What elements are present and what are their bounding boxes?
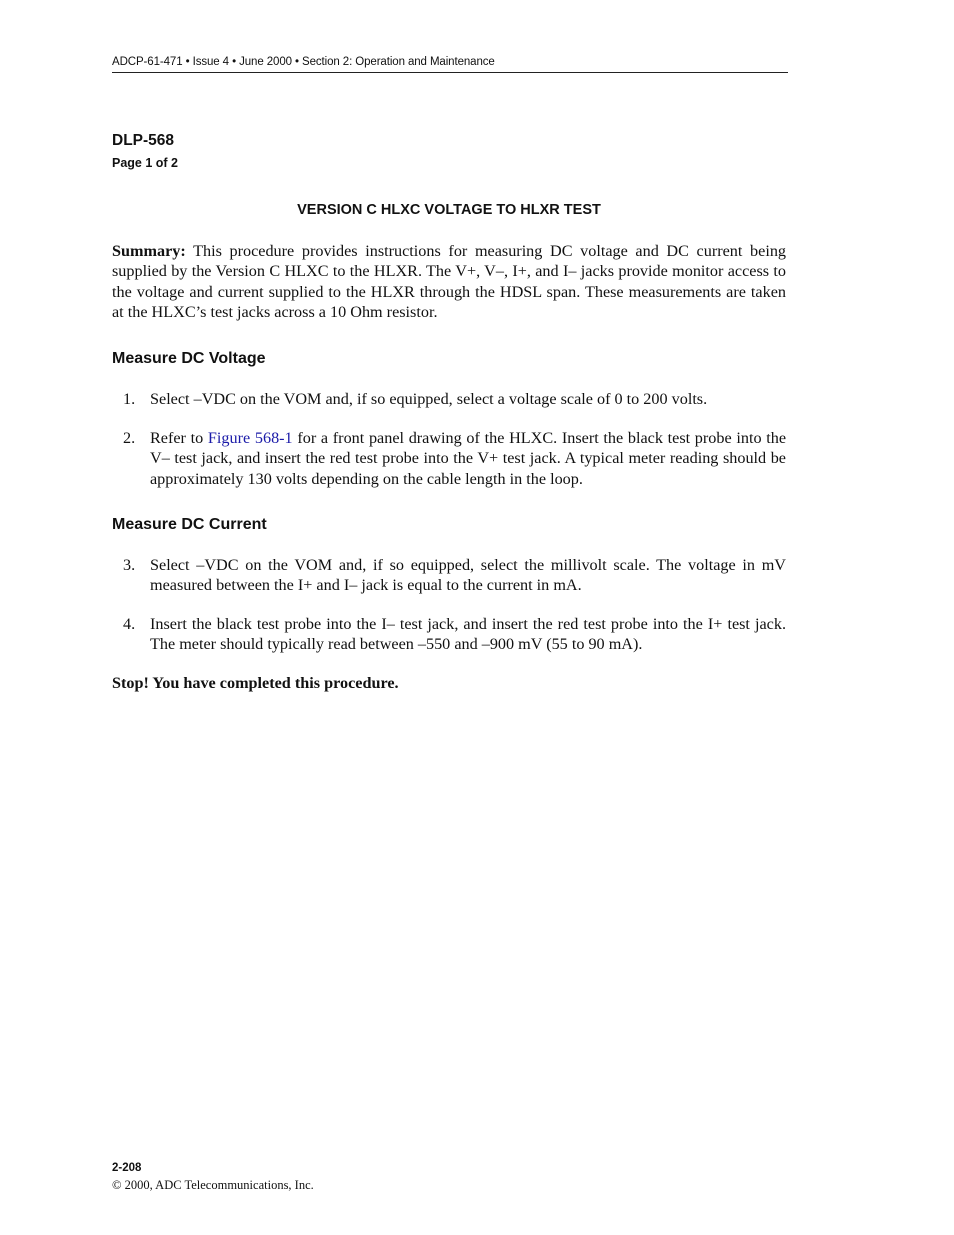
step-item [112, 614, 786, 655]
step-number: 1. [123, 390, 136, 408]
step-number: 4. [123, 615, 136, 633]
step-number: 3. [123, 556, 136, 574]
section-heading-voltage: Measure DC Voltage [112, 350, 266, 367]
step-number: 2. [123, 429, 136, 447]
procedure-title: VERSION C HLXC VOLTAGE TO HLXR TEST [297, 202, 601, 218]
footer-page-number: 2-208 [112, 1162, 142, 1174]
summary-paragraph [112, 241, 786, 322]
page-label: Page 1 of 2 [112, 156, 178, 170]
step-text: Select –VDC on the VOM and, if so equipped, select a voltage scale of 0 to 200 volts. [150, 390, 708, 408]
footer-copyright: © 2000, ADC Telecommunications, Inc. [112, 1178, 314, 1192]
running-header: ADCP-61-471 • Issue 4 • June 2000 • Section 2: Operation and Maintenance [112, 56, 788, 73]
step-text: Insert the black test probe into the I– test jack, and insert the red test probe into the I+ test jack. The meter should typically read between –550 and –900 mV (55 to 90 mA). [150, 615, 786, 654]
stop-statement: Stop! You have completed this procedure. [112, 674, 399, 692]
summary-label: Summary: [112, 242, 186, 260]
figure-link[interactable]: Figure 568-1 [207, 429, 293, 447]
step-item [112, 428, 786, 489]
step-text-after-link: for a front panel drawing of the HLXC. Insert the black test probe into the V– test jack, and insert the red test probe into the V+ test jack. A typical meter reading should be approximately 130 volts depending on the cable length in the loop. [150, 429, 786, 488]
step-item [112, 389, 786, 409]
step-text [150, 428, 786, 489]
dlp-id: DLP-568 [112, 132, 175, 149]
step-item [112, 555, 786, 596]
step-text: Select –VDC on the VOM and, if so equipped, select the millivolt scale. The voltage in mV measured between the I+ and I– jack is equal to the current in mA. [150, 556, 786, 595]
summary-text: This procedure provides instructions for measuring DC voltage and DC current being supplied by the Version C HLXC to the HLXR. The V+, V–, I+, and I– jacks provide monitor access to the voltage and current supplied to the HLXR through the HDSL span. These measurements are taken at the HLXC’s test jacks across a 10 Ohm resistor. [112, 242, 786, 321]
step-text-before-link: Refer to [150, 429, 208, 447]
section-heading-current: Measure DC Current [112, 516, 267, 533]
